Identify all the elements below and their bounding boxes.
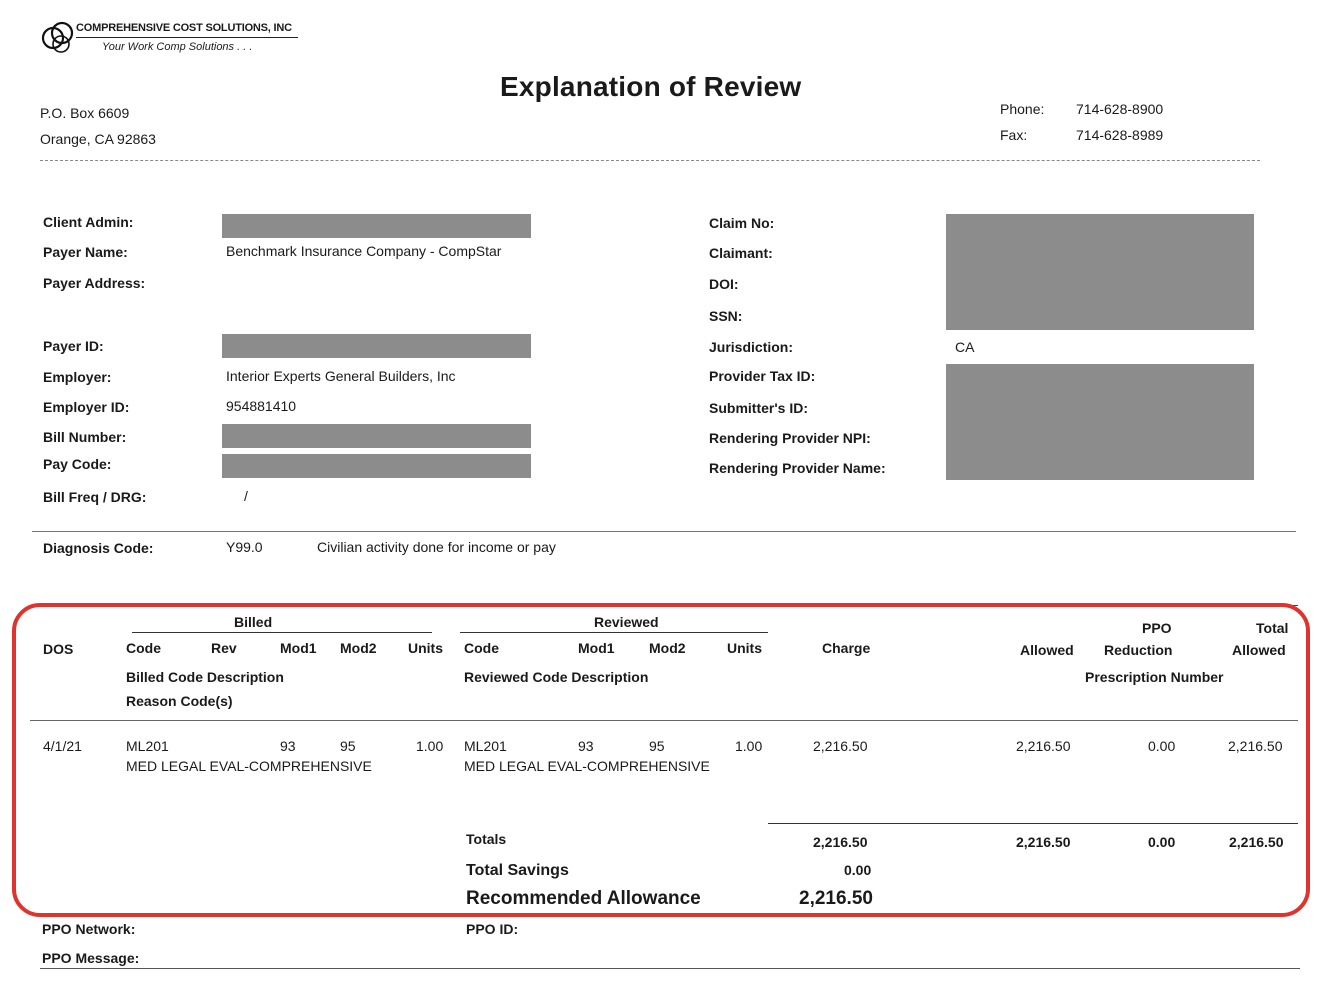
address-line2: Orange, CA 92863 [40, 131, 156, 147]
claim-info-redacted [946, 214, 1254, 330]
rendering-name-label: Rendering Provider Name: [709, 460, 886, 476]
row-code: ML201 [126, 738, 169, 754]
recommended-allowance-label: Recommended Allowance [466, 888, 701, 909]
header-reviewed-mod2: Mod2 [649, 640, 686, 656]
company-logo [40, 18, 310, 58]
table-highlight-box [12, 603, 1310, 917]
ssn-label: SSN: [709, 308, 743, 324]
row-reviewed-units: 1.00 [735, 738, 763, 754]
header-reason-codes: Reason Code(s) [126, 693, 233, 709]
header-mod2: Mod2 [340, 640, 377, 656]
employer-id-value: 954881410 [226, 398, 297, 414]
claimant-label: Claimant: [709, 245, 773, 261]
header-billed-code-desc: Billed Code Description [126, 669, 284, 685]
phone-label: Phone: [1000, 101, 1045, 117]
bill-freq-label: Bill Freq / DRG: [43, 489, 147, 505]
row-mod1: 93 [280, 738, 296, 754]
header-code: Code [126, 640, 161, 656]
company-name: COMPREHENSIVE COST SOLUTIONS, INC [76, 22, 292, 34]
row-total-allowed: 2,216.50 [1228, 738, 1283, 754]
header-mod1: Mod1 [280, 640, 317, 656]
ppo-id-label: PPO ID: [466, 921, 519, 937]
bill-freq-value: / [244, 488, 248, 504]
pay-code-redacted [222, 454, 531, 478]
row-ppo-reduction: 0.00 [1148, 738, 1176, 754]
header-prescription-number: Prescription Number [1085, 669, 1224, 685]
row-reviewed-mod1: 93 [578, 738, 594, 754]
logo-rings-icon [40, 18, 80, 58]
header-dos: DOS [43, 641, 74, 657]
fax-label: Fax: [1000, 127, 1028, 143]
bill-number-label: Bill Number: [43, 429, 127, 445]
header-reviewed-code: Code [464, 640, 499, 656]
ppo-network-label: PPO Network: [42, 921, 136, 937]
row-charge: 2,216.50 [813, 738, 868, 754]
header-charge: Charge [822, 640, 871, 656]
jurisdiction-value: CA [955, 339, 975, 355]
doi-label: DOI: [709, 276, 739, 292]
pay-code-label: Pay Code: [43, 456, 112, 472]
ppo-message-label: PPO Message: [42, 950, 140, 966]
logo-divider [76, 37, 298, 38]
row-units: 1.00 [416, 738, 444, 754]
employer-id-label: Employer ID: [43, 399, 130, 415]
phone-value: 714-628-8900 [1076, 101, 1164, 117]
payer-name-value: Benchmark Insurance Company - CompStar [226, 243, 502, 259]
header-total-allowed: Allowed [1232, 642, 1286, 658]
footer-rule [40, 968, 1300, 969]
totals-charge: 2,216.50 [813, 834, 868, 850]
provider-tax-id-label: Provider Tax ID: [709, 368, 816, 384]
document-title: Explanation of Review [500, 71, 802, 102]
header-rev: Rev [211, 640, 237, 656]
totals-total-allowed: 2,216.50 [1229, 834, 1284, 850]
total-savings-label: Total Savings [466, 862, 569, 879]
row-dos: 4/1/21 [43, 738, 82, 754]
header-reviewed-mod1: Mod1 [578, 640, 615, 656]
row-allowed: 2,216.50 [1016, 738, 1071, 754]
claim-no-label: Claim No: [709, 215, 775, 231]
employer-label: Employer: [43, 369, 112, 385]
fields-divider [32, 531, 1296, 532]
row-reviewed-desc: MED LEGAL EVAL-COMPREHENSIVE [464, 758, 710, 774]
row-reviewed-code: ML201 [464, 738, 507, 754]
header-total: Total [1256, 620, 1289, 636]
row-mod2: 95 [340, 738, 356, 754]
recommended-allowance-value: 2,216.50 [799, 888, 873, 909]
header-ppo: PPO [1142, 620, 1172, 636]
client-admin-redacted [222, 214, 531, 238]
payer-id-label: Payer ID: [43, 338, 104, 354]
client-admin-label: Client Admin: [43, 214, 134, 230]
header-divider [40, 160, 1260, 161]
bill-number-redacted [222, 424, 531, 448]
totals-allowed: 2,216.50 [1016, 834, 1071, 850]
address-line1: P.O. Box 6609 [40, 105, 130, 121]
fax-value: 714-628-8989 [1076, 127, 1164, 143]
header-allowed: Allowed [1020, 642, 1074, 658]
header-billed: Billed [234, 614, 273, 630]
rendering-npi-label: Rendering Provider NPI: [709, 430, 871, 446]
diagnosis-code: Y99.0 [226, 539, 263, 555]
header-reviewed: Reviewed [594, 614, 659, 630]
total-savings-value: 0.00 [844, 862, 872, 878]
payer-id-redacted [222, 334, 531, 358]
diagnosis-label: Diagnosis Code: [43, 540, 154, 556]
row-reviewed-mod2: 95 [649, 738, 665, 754]
diagnosis-description: Civilian activity done for income or pay [317, 539, 556, 555]
header-reviewed-units: Units [727, 640, 762, 656]
payer-name-label: Payer Name: [43, 244, 128, 260]
provider-info-redacted [946, 364, 1254, 480]
payer-address-label: Payer Address: [43, 275, 146, 291]
header-units: Units [408, 640, 443, 656]
row-billed-desc: MED LEGAL EVAL-COMPREHENSIVE [126, 758, 372, 774]
employer-value: Interior Experts General Builders, Inc [226, 368, 456, 384]
submitter-id-label: Submitter's ID: [709, 400, 809, 416]
header-reviewed-code-desc: Reviewed Code Description [464, 669, 649, 685]
header-reduction: Reduction [1104, 642, 1173, 658]
company-tagline: Your Work Comp Solutions . . . [102, 41, 253, 53]
totals-label: Totals [466, 831, 507, 847]
jurisdiction-label: Jurisdiction: [709, 339, 794, 355]
totals-ppo-reduction: 0.00 [1148, 834, 1176, 850]
